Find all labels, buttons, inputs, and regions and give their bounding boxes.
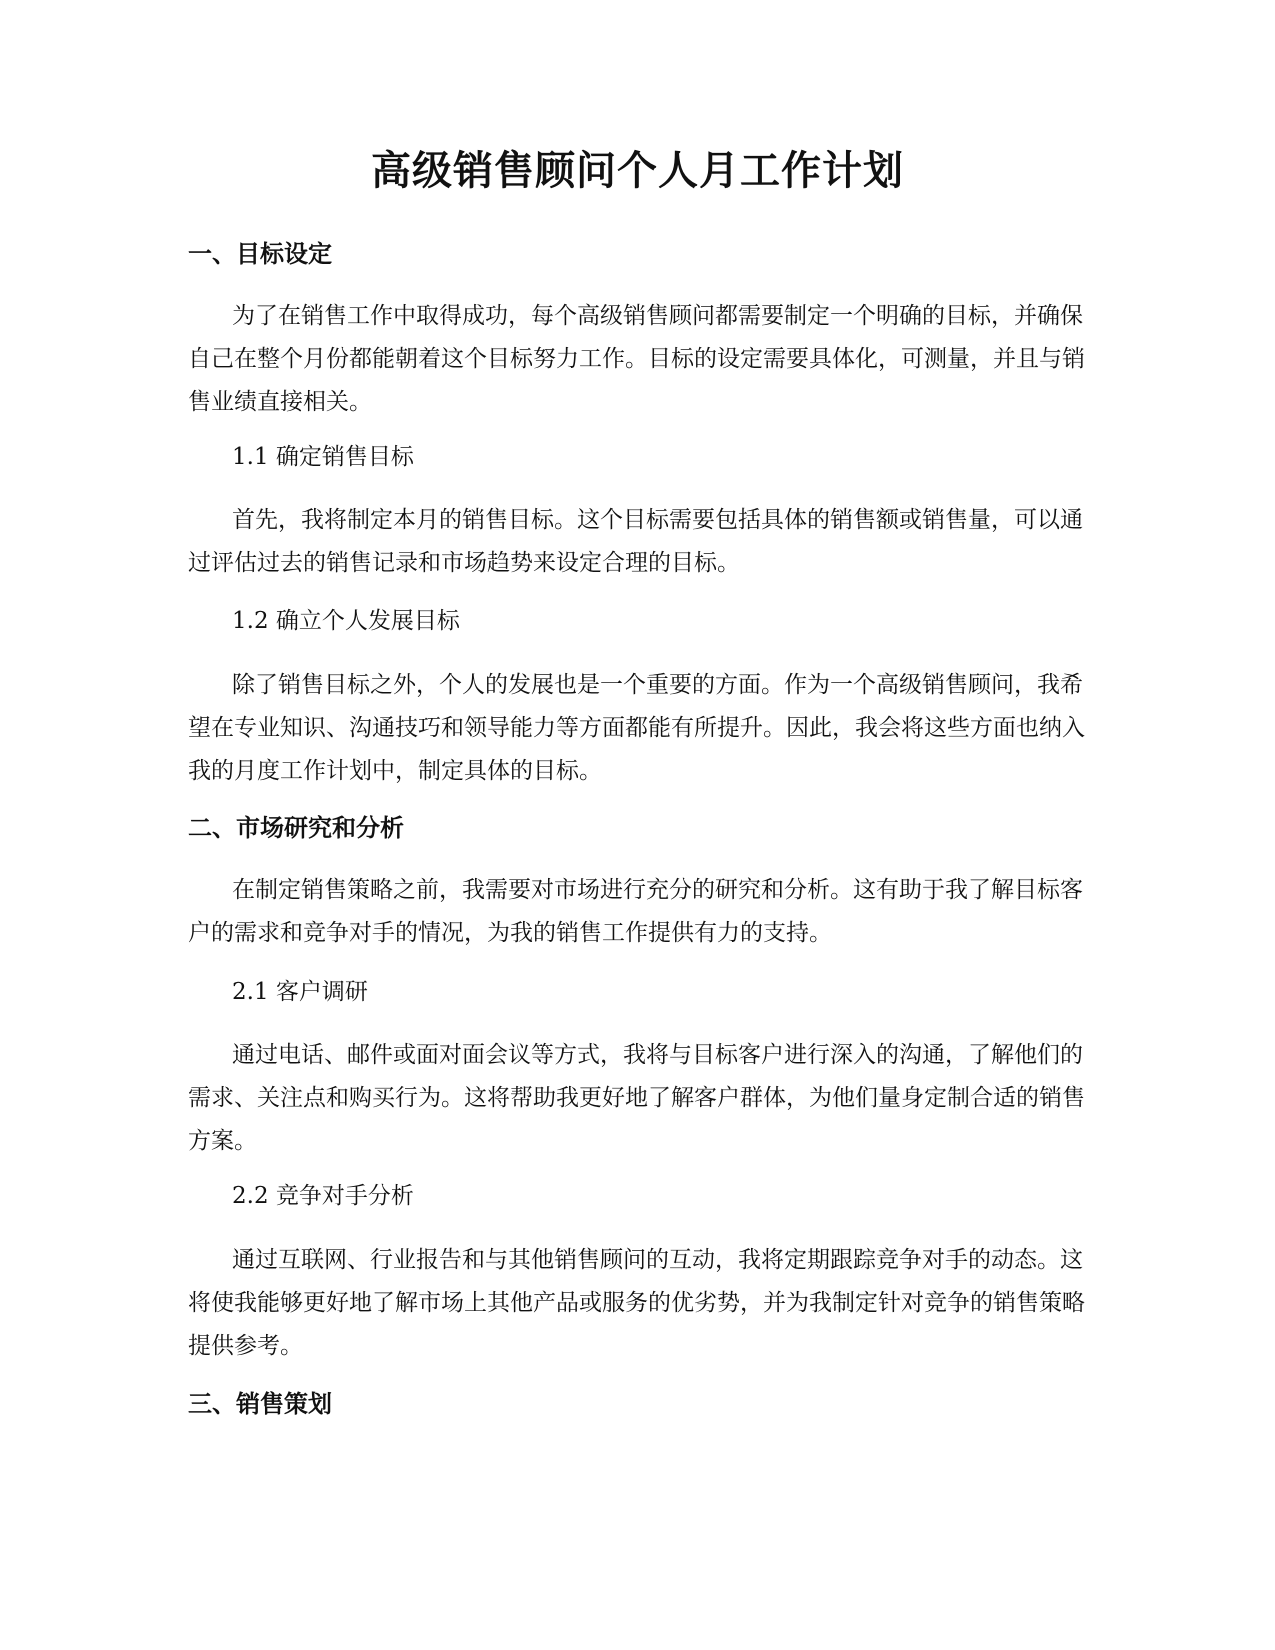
subsection-body-personal-development: 除了销售目标之外，个人的发展也是一个重要的方面。作为一个高级销售顾问，我希望在专业知识、沟通技巧和领导能力等方面都能有所提升。因此，我会将这些方面也纳入我的月度工作计划中，制定具体的目标。 (188, 672, 1085, 784)
section-intro-goal-setting: 为了在销售工作中取得成功，每个高级销售顾问都需要制定一个明确的目标，并确保自己在整个月份都能朝着这个目标努力工作。目标的设定需要具体化，可测量，并且与销售业绩直接相关。 (188, 303, 1085, 415)
subsection-heading-competitor-analysis: 2.2 竞争对手分析 (232, 1183, 414, 1209)
subsection-heading-sales-target: 1.1 确定销售目标 (232, 444, 414, 470)
subsection-heading-customer-research: 2.1 客户调研 (232, 979, 368, 1005)
subsection-body-sales-target: 首先，我将制定本月的销售目标。这个目标需要包括具体的销售额或销售量，可以通过评估过去的销售记录和市场趋势来设定合理的目标。 (188, 507, 1083, 576)
section-heading-sales-planning: 三、销售策划 (188, 1390, 332, 1418)
document-title: 高级销售顾问个人月工作计划 (371, 148, 904, 194)
section-heading-market-research: 二、市场研究和分析 (188, 814, 404, 842)
section-intro-market-research: 在制定销售策略之前，我需要对市场进行充分的研究和分析。这有助于我了解目标客户的需求和竞争对手的情况，为我的销售工作提供有力的支持。 (188, 877, 1083, 946)
subsection-body-competitor-analysis: 通过互联网、行业报告和与其他销售顾问的互动，我将定期跟踪竞争对手的动态。这将使我能够更好地了解市场上其他产品或服务的优劣势，并为我制定针对竞争的销售策略提供参考。 (188, 1247, 1085, 1359)
subsection-heading-personal-development: 1.2 确立个人发展目标 (232, 608, 460, 634)
subsection-body-customer-research: 通过电话、邮件或面对面会议等方式，我将与目标客户进行深入的沟通，了解他们的需求、关注点和购买行为。这将帮助我更好地了解客户群体，为他们量身定制合适的销售方案。 (188, 1042, 1085, 1154)
section-heading-goal-setting: 一、目标设定 (188, 240, 332, 268)
